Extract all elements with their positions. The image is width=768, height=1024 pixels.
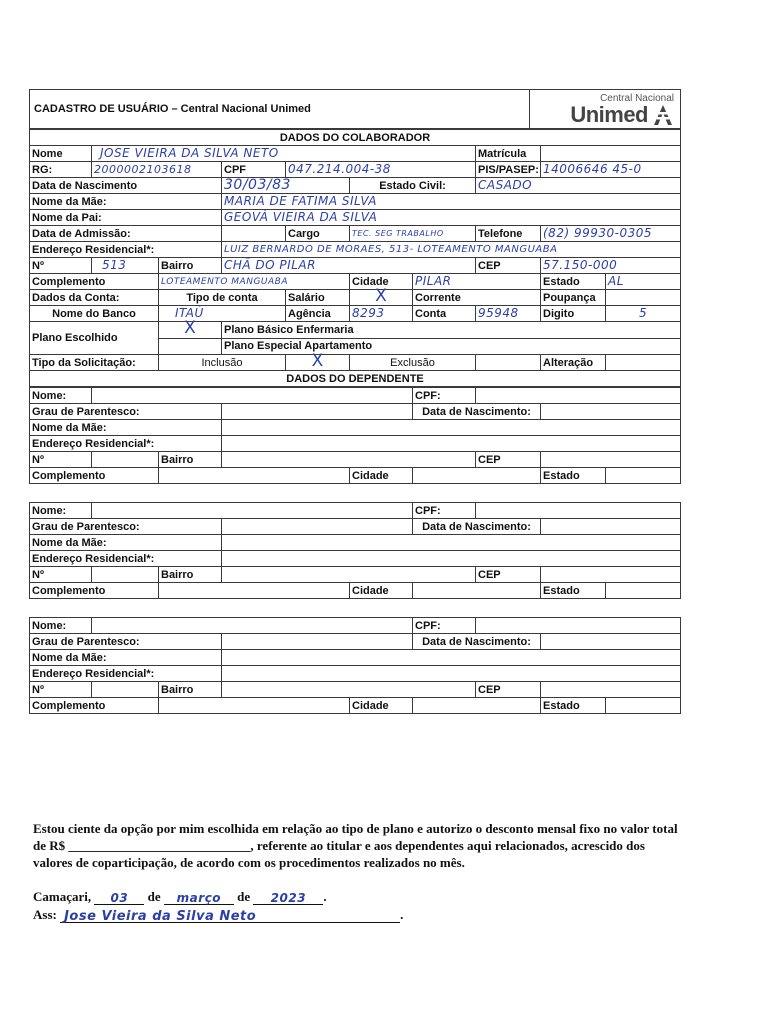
- field-rg[interactable]: [92, 162, 222, 178]
- dep-label-cidade: Cidade: [350, 468, 413, 484]
- dep-label-grau: Grau de Parentesco:: [30, 634, 222, 650]
- dep-field-bairro[interactable]: [222, 567, 476, 583]
- dep-label-endereco: Endereço Residencial*:: [30, 436, 222, 452]
- label-plano-especial: Plano Especial Apartamento: [222, 338, 681, 355]
- dep-field-endereco[interactable]: [222, 551, 681, 567]
- value-pai: GEOVÁ VIEIRA DA SILVA: [224, 210, 378, 224]
- label-digito: Digito: [541, 306, 606, 322]
- value-conta: 95948: [478, 306, 519, 320]
- dep-label-cpf: CPF:: [413, 388, 476, 404]
- dep-label-numero: Nº: [30, 682, 92, 698]
- field-cargo[interactable]: [350, 226, 476, 242]
- value-cpf: 047.214.004-38: [288, 162, 391, 176]
- label-complemento: Complemento: [30, 274, 159, 290]
- label-cep: CEP: [476, 258, 541, 274]
- ass-label: Ass:: [33, 907, 57, 922]
- label-matricula: Matrícula: [476, 146, 541, 162]
- dep-field-nascimento[interactable]: [541, 404, 681, 420]
- dep-label-bairro: Bairro: [159, 682, 222, 698]
- declaration-text: Estou ciente da opção por mim escolhida em relação ao tipo de plano e autorizo o desconto mensal fixo no valor total de R$ ____________________________, referente ao titular e aos dependentes aqui relacionados, acrescido dos valores de coparticipação, de acordo com os procedimentos realizados no mês.: [33, 821, 678, 870]
- dep-label-bairro: Bairro: [159, 567, 222, 583]
- dep-field-cpf[interactable]: [476, 618, 681, 634]
- dep-label-cep: CEP: [476, 452, 541, 468]
- dep-field-cidade[interactable]: [413, 468, 541, 484]
- label-conta: Conta: [413, 306, 476, 322]
- field-endereco[interactable]: [222, 242, 681, 258]
- dep-label-grau: Grau de Parentesco:: [30, 519, 222, 535]
- salario-check-mark: X: [375, 286, 387, 306]
- field-nascimento[interactable]: [222, 178, 350, 194]
- field-complemento[interactable]: [159, 274, 350, 290]
- dep-field-numero[interactable]: [92, 682, 159, 698]
- dep-label-mae: Nome da Mãe:: [30, 420, 222, 436]
- dep-label-complemento: Complemento: [30, 468, 159, 484]
- field-cpf[interactable]: [286, 162, 476, 178]
- dep-field-cidade[interactable]: [413, 698, 541, 714]
- label-telefone: Telefone: [476, 226, 541, 242]
- dep-field-nascimento[interactable]: [541, 634, 681, 650]
- value-bairro: CHÃ DO PILAR: [224, 258, 316, 272]
- dep-field-grau[interactable]: [222, 519, 413, 535]
- field-cidade[interactable]: [413, 274, 541, 290]
- dep-label-nome: Nome:: [30, 503, 92, 519]
- field-cep[interactable]: [541, 258, 681, 274]
- label-endereco: Endereço Residencial*:: [30, 242, 222, 258]
- dependente-table-2: [29, 617, 681, 714]
- label-rg: RG:: [30, 162, 92, 178]
- dep-label-grau: Grau de Parentesco:: [30, 404, 222, 420]
- label-poupanca: Poupança: [541, 290, 606, 306]
- unimed-tree-icon: [652, 104, 674, 126]
- field-pai[interactable]: [222, 210, 681, 226]
- inclusao-check-mark: X: [311, 351, 324, 371]
- value-complemento: LOTEAMENTO MANGUABA: [161, 277, 288, 287]
- field-telefone[interactable]: [541, 226, 681, 242]
- value-estado: AL: [608, 274, 624, 288]
- field-admissao[interactable]: [222, 226, 286, 242]
- value-day: 03: [110, 891, 129, 905]
- field-nome[interactable]: [92, 146, 476, 162]
- value-nome: JOSE VIEIRA DA SILVA NETO: [100, 146, 279, 160]
- logo-main-text: Unimed: [570, 102, 648, 127]
- value-telefone: (82) 99930-0305: [543, 226, 652, 240]
- value-digito: 5: [638, 306, 648, 320]
- checkbox-alteracao[interactable]: [606, 355, 681, 371]
- field-bairro[interactable]: [222, 258, 476, 274]
- section-title-dependente: DADOS DO DEPENDENTE: [30, 371, 681, 387]
- dep-field-bairro[interactable]: [222, 682, 476, 698]
- dep-field-complemento[interactable]: [159, 698, 350, 714]
- label-pis: PIS/PASEP:: [476, 162, 541, 178]
- label-pai: Nome da Pai:: [30, 210, 222, 226]
- value-month: março: [176, 891, 222, 905]
- dep-label-complemento: Complemento: [30, 698, 159, 714]
- field-pis[interactable]: [541, 162, 681, 178]
- dep-label-cidade: Cidade: [350, 698, 413, 714]
- dep-label-nascimento: Data de Nascimento:: [413, 519, 541, 535]
- dep-label-nascimento: Data de Nascimento:: [413, 634, 541, 650]
- dep-field-mae[interactable]: [222, 535, 681, 551]
- label-alteracao: Alteração: [541, 355, 606, 371]
- logo-top-text: Central Nacional: [600, 93, 674, 104]
- dep-field-grau[interactable]: [222, 634, 413, 650]
- label-inclusao: Inclusão: [159, 355, 286, 371]
- dep-field-mae[interactable]: [222, 420, 681, 436]
- dep-label-endereco: Endereço Residencial*:: [30, 551, 222, 567]
- signature-field[interactable]: [60, 908, 400, 923]
- value-year: 2023: [270, 891, 307, 905]
- dep-field-nome[interactable]: [92, 388, 413, 404]
- label-dados-conta: Dados da Conta:: [30, 290, 159, 306]
- label-plano-basico: Plano Básico Enfermaria: [222, 322, 681, 339]
- dependente-blocks: [29, 387, 680, 714]
- dep-label-mae: Nome da Mãe:: [30, 535, 222, 551]
- checkbox-poupanca[interactable]: [606, 290, 681, 306]
- dep-label-nascimento: Data de Nascimento:: [413, 404, 541, 420]
- label-tipo-solicitacao: Tipo da Solicitação:: [30, 355, 159, 371]
- signature: Jose Vieira da Silva Neto: [64, 909, 257, 924]
- dep-field-cidade[interactable]: [413, 583, 541, 599]
- form-title: CADASTRO DE USUÁRIO – Central Nacional Unimed: [30, 90, 530, 129]
- dep-field-complemento[interactable]: [159, 468, 350, 484]
- registration-form: [29, 89, 680, 714]
- value-banco: ITAÚ: [175, 306, 204, 320]
- label-cpf: CPF: [222, 162, 286, 178]
- dep-label-numero: Nº: [30, 452, 92, 468]
- dependente-table-0: [29, 387, 681, 484]
- dep-label-cidade: Cidade: [350, 583, 413, 599]
- dep-field-numero[interactable]: [92, 567, 159, 583]
- field-digito[interactable]: [606, 306, 681, 322]
- signature-line: Ass: Jose Vieira da Silva Neto .: [33, 907, 404, 924]
- colaborador-table: [29, 129, 681, 387]
- de-label-2: de: [237, 889, 251, 904]
- dependente-table-1: [29, 502, 681, 599]
- value-cidade: PILAR: [415, 274, 452, 288]
- unimed-logo: [530, 90, 681, 129]
- dep-field-cep[interactable]: [541, 452, 681, 468]
- dep-label-estado: Estado: [541, 468, 606, 484]
- field-conta[interactable]: [476, 306, 541, 322]
- value-pis: 14006646 45-0: [543, 162, 642, 176]
- field-mae[interactable]: [222, 194, 681, 210]
- checkbox-inclusao[interactable]: [286, 351, 350, 371]
- place-label: Camaçari,: [33, 889, 92, 904]
- label-estado-civil: Estado Civil:: [350, 178, 476, 194]
- dep-label-nome: Nome:: [30, 618, 92, 634]
- dep-field-nome[interactable]: [92, 503, 413, 519]
- checkbox-plano-especial[interactable]: [159, 338, 222, 355]
- field-estado-civil[interactable]: [476, 178, 681, 194]
- dep-label-complemento: Complemento: [30, 583, 159, 599]
- value-agencia: 8293: [352, 306, 385, 320]
- value-mae: MARIA DE FATIMA SILVA: [224, 194, 377, 208]
- dep-label-bairro: Bairro: [159, 452, 222, 468]
- value-numero: 513: [102, 258, 127, 272]
- label-nome: Nome: [30, 146, 92, 162]
- dep-field-nascimento[interactable]: [541, 519, 681, 535]
- dep-label-cep: CEP: [476, 567, 541, 583]
- label-nascimento: Data de Nascimento: [30, 178, 222, 194]
- dep-label-cep: CEP: [476, 682, 541, 698]
- label-mae: Nome da Mãe:: [30, 194, 222, 210]
- label-cidade: Cidade: [350, 274, 413, 290]
- dep-label-cpf: CPF:: [413, 503, 476, 519]
- value-cep: 57.150-000: [543, 258, 618, 272]
- label-plano: Plano Escolhido: [30, 322, 159, 355]
- dep-field-bairro[interactable]: [222, 452, 476, 468]
- day-field[interactable]: [94, 890, 144, 905]
- dep-field-endereco[interactable]: [222, 666, 681, 682]
- dep-field-complemento[interactable]: [159, 583, 350, 599]
- label-nome-banco: Nome do Banco: [30, 306, 159, 322]
- month-field[interactable]: [164, 890, 234, 905]
- date-line: Camaçari, 03 de março de 2023 .: [33, 889, 327, 905]
- section-title-colaborador: DADOS DO COLABORADOR: [30, 130, 681, 146]
- label-estado: Estado: [541, 274, 606, 290]
- dep-field-grau[interactable]: [222, 404, 413, 420]
- dep-field-cpf[interactable]: [476, 388, 681, 404]
- label-corrente: Corrente: [413, 290, 541, 306]
- field-banco[interactable]: [159, 306, 286, 322]
- dep-label-estado: Estado: [541, 698, 606, 714]
- field-numero[interactable]: [92, 258, 159, 274]
- dep-label-numero: Nº: [30, 567, 92, 583]
- dep-field-mae[interactable]: [222, 650, 681, 666]
- dep-field-numero[interactable]: [92, 452, 159, 468]
- value-nascimento: 30/03/83: [224, 177, 291, 193]
- field-agencia[interactable]: [350, 306, 413, 322]
- dep-label-estado: Estado: [541, 583, 606, 599]
- header-table: [29, 89, 681, 129]
- dep-field-nome[interactable]: [92, 618, 413, 634]
- dep-field-estado[interactable]: [606, 698, 681, 714]
- year-field[interactable]: [253, 890, 323, 905]
- dep-label-endereco: Endereço Residencial*:: [30, 666, 222, 682]
- label-numero: Nº: [30, 258, 92, 274]
- label-agencia: Agência: [286, 306, 350, 322]
- dep-field-cep[interactable]: [541, 567, 681, 583]
- label-tipo-conta: Tipo de conta: [159, 290, 286, 306]
- checkbox-plano-basico[interactable]: [159, 318, 222, 339]
- field-matricula[interactable]: [541, 146, 681, 162]
- dep-label-cpf: CPF:: [413, 618, 476, 634]
- dep-field-cpf[interactable]: [476, 503, 681, 519]
- value-rg: 2000002103618: [94, 162, 192, 176]
- de-label-1: de: [147, 889, 161, 904]
- dep-field-estado[interactable]: [606, 583, 681, 599]
- dep-label-nome: Nome:: [30, 388, 92, 404]
- checkbox-exclusao[interactable]: [476, 355, 541, 371]
- label-exclusao: Exclusão: [350, 355, 476, 371]
- value-estado-civil: CASADO: [478, 178, 533, 192]
- plano-check-mark: X: [184, 318, 196, 339]
- label-admissao: Data de Admissão:: [30, 226, 222, 242]
- dep-field-endereco[interactable]: [222, 436, 681, 452]
- dep-field-estado[interactable]: [606, 468, 681, 484]
- field-estado[interactable]: [606, 274, 681, 290]
- label-cargo: Cargo: [286, 226, 350, 242]
- label-salario: Salário: [286, 290, 350, 306]
- value-endereco: LUIZ BERNARDO DE MORAES, 513- LOTEAMENTO MANGUABA: [224, 244, 558, 255]
- checkbox-salario[interactable]: [350, 286, 413, 306]
- dep-field-cep[interactable]: [541, 682, 681, 698]
- label-bairro: Bairro: [159, 258, 222, 274]
- dep-label-mae: Nome da Mãe:: [30, 650, 222, 666]
- value-cargo: TEC. SEG TRABALHO: [352, 229, 444, 238]
